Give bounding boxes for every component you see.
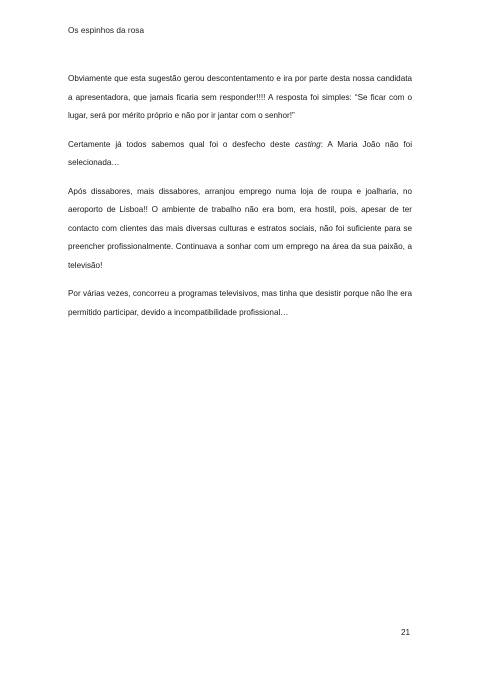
paragraph-3: Após dissabores, mais dissabores, arranjou emprego numa loja de roupa e joalharia, no aeroporto de Lisboa!! O ambiente de trabalho não era bom, era hostil, pois, apesar de ter contacto com clientes das mais diversas culturas e estratos sociais, não foi suficiente para se preencher profissionalmente. Continuava a sonhar com um emprego na área da sua paixão, a televisão! — [68, 186, 412, 270]
paragraph-1: Obviamente que esta sugestão gerou descontentamento e ira por parte desta nossa candidata a apresentadora, que jamais ficaria sem responder!!!! A resposta foi simples: “Se ficar com o lugar, será por mérito próprio e não por ir jantar com o senhor!” — [68, 74, 412, 120]
paragraph-2-text-before: Certamente já todos sabemos qual foi o desfecho deste — [68, 139, 295, 149]
paragraph-2 — [68, 136, 412, 173]
body-text — [68, 70, 412, 332]
paragraph-2-emphasis: casting — [294, 139, 321, 149]
running-header: Os espinhos da rosa — [68, 26, 145, 35]
paragraph-2-text-after: : A Maria João não foi selecionada… — [68, 139, 413, 167]
paragraph-4: Por várias vezes, concorreu a programas televisivos, mas tinha que desistir porque não lhe era permitido participar, devido a incompatibilidade profissional… — [68, 289, 412, 317]
page-number: 21 — [401, 628, 411, 637]
